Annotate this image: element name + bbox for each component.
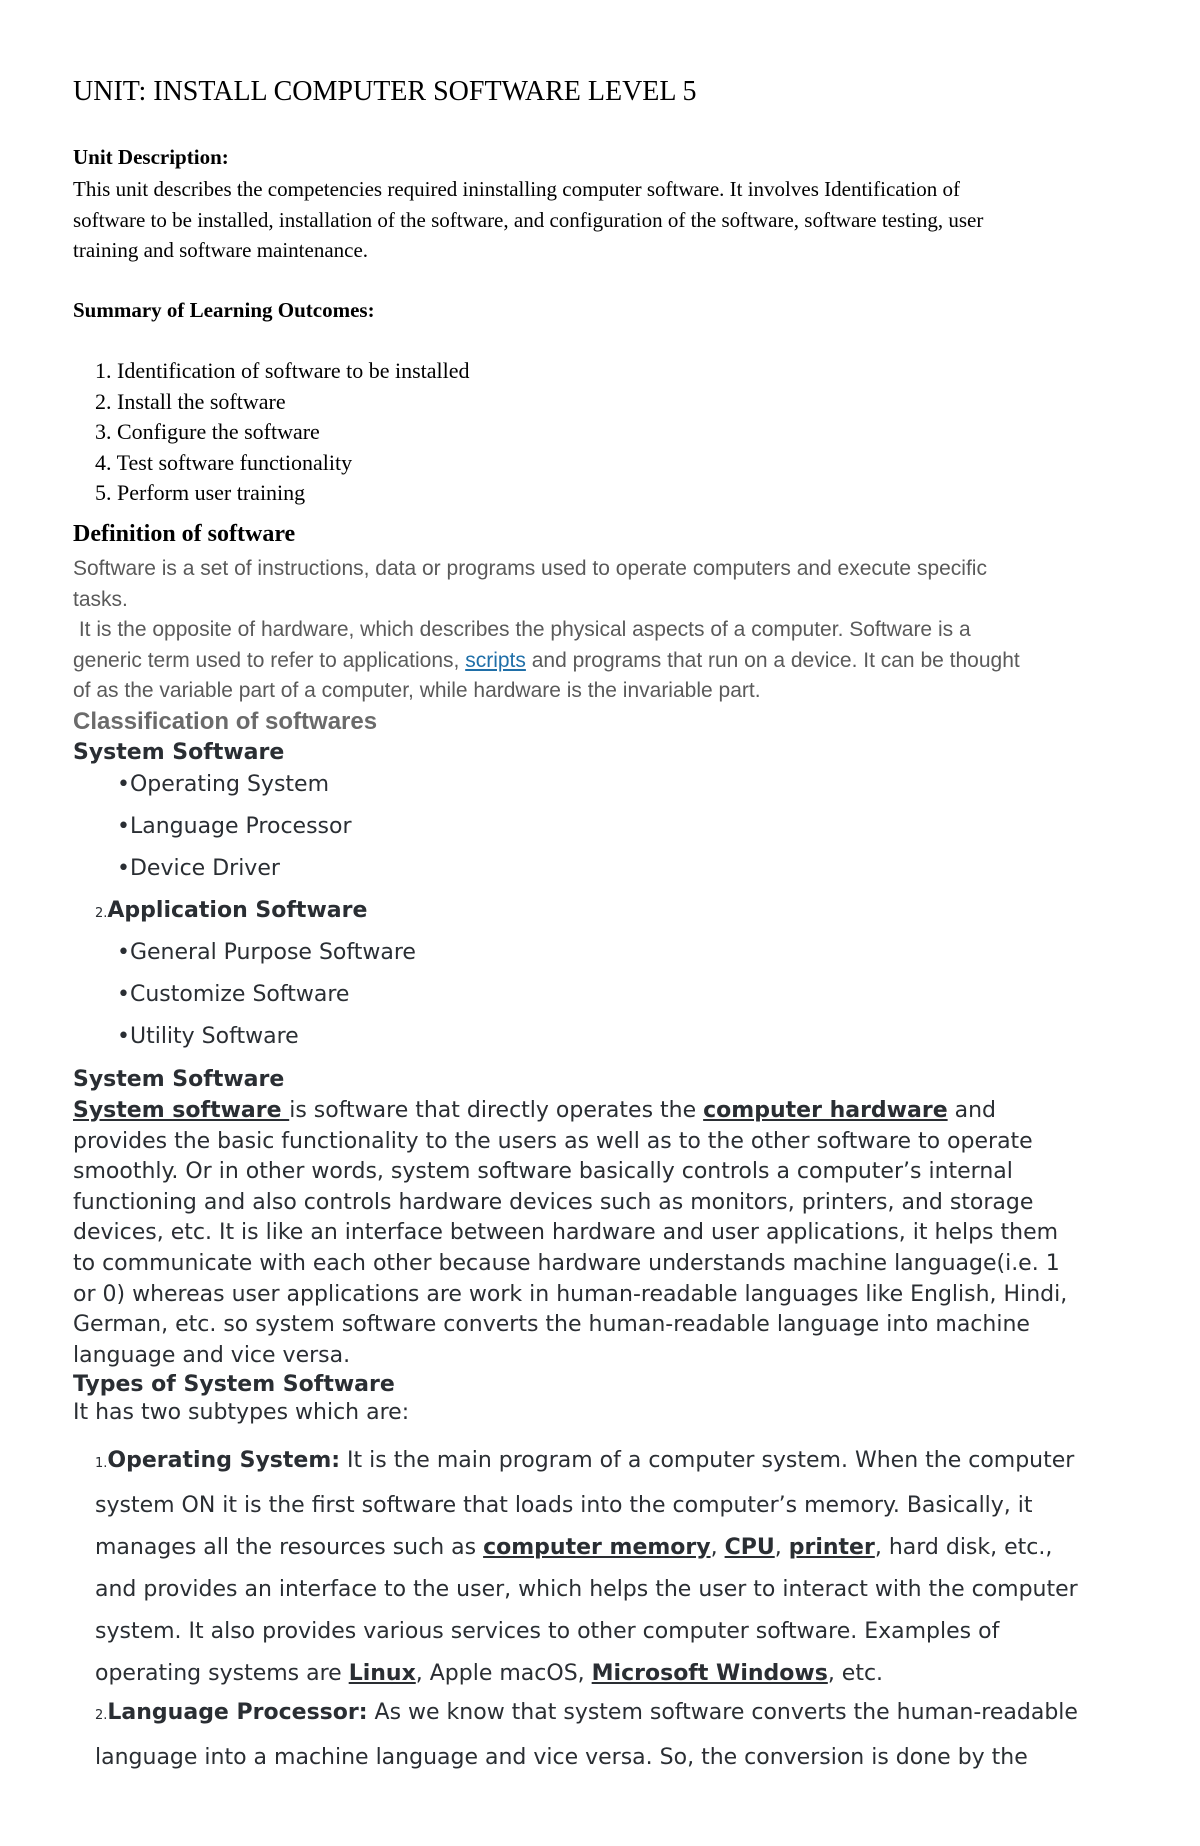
system-software-link[interactable]: System software bbox=[73, 1098, 290, 1123]
application-software-item bbox=[95, 898, 367, 923]
scripts-link[interactable]: scripts bbox=[465, 648, 526, 672]
definition-line: Software is a set of instructions, data or programs used to operate computers and execute specific bbox=[73, 557, 987, 580]
cpu-link[interactable]: CPU bbox=[724, 1535, 775, 1560]
paragraph-text: It is the main program of a computer system. When the computer bbox=[340, 1448, 1075, 1473]
computer-hardware-link[interactable]: computer hardware bbox=[703, 1098, 948, 1123]
bullet-item: •Device Driver bbox=[117, 856, 280, 881]
unit-description-line: training and software maintenance. bbox=[73, 238, 369, 262]
paragraph-line bbox=[95, 1527, 1135, 1569]
types-heading: Types of System Software bbox=[73, 1372, 395, 1397]
paragraph-text: operating systems are bbox=[95, 1661, 349, 1686]
definition-text: generic term used to refer to applications, bbox=[73, 648, 466, 672]
paragraph-line: and provides an interface to the user, which helps the user to interact with the computer bbox=[95, 1577, 1078, 1602]
definition-line bbox=[73, 646, 1121, 677]
list-item: 4. Test software functionality bbox=[95, 449, 353, 475]
definition-body bbox=[73, 554, 1121, 707]
bullet-item: •Language Processor bbox=[117, 814, 352, 839]
operating-system-label: Operating System: bbox=[107, 1448, 341, 1473]
paragraph-line: language into a machine language and vice versa. So, the conversion is done by the bbox=[95, 1745, 1028, 1770]
paragraph-line: system ON it is the first software that loads into the computer’s memory. Basically, it bbox=[95, 1493, 1033, 1518]
application-software-subheading: Application Software bbox=[107, 898, 368, 923]
bullet-item: •Customize Software bbox=[117, 982, 350, 1007]
definition-line: tasks. bbox=[73, 587, 128, 611]
paragraph-text: , etc. bbox=[827, 1661, 884, 1686]
list-number: 2. bbox=[95, 1708, 108, 1723]
paragraph-text: is software that directly operates the bbox=[289, 1098, 704, 1123]
paragraph-line bbox=[95, 1653, 1135, 1695]
types-intro: It has two subtypes which are: bbox=[73, 1400, 410, 1425]
paragraph-line: system. It also provides various services to other computer software. Examples of bbox=[95, 1619, 1000, 1644]
system-software-heading: System Software bbox=[73, 1067, 285, 1092]
linux-link[interactable]: Linux bbox=[348, 1661, 416, 1686]
paragraph-line: German, etc. so system software converts the human-readable language into machine bbox=[73, 1312, 1030, 1338]
language-processor-item bbox=[95, 1692, 1135, 1779]
list-number: 1. bbox=[95, 1456, 108, 1471]
paragraph-text: , bbox=[710, 1535, 725, 1560]
list-item: 3. Configure the software bbox=[95, 419, 320, 444]
printer-link[interactable]: printer bbox=[788, 1535, 875, 1560]
unit-description-heading: Unit Description: bbox=[73, 145, 229, 169]
paragraph-line: or 0) whereas user applications are work in human-readable languages like English, Hindi, bbox=[73, 1281, 1068, 1307]
definition-line: It is the opposite of hardware, which describes the physical aspects of a computer. Software is a bbox=[73, 618, 971, 641]
learning-outcomes-list bbox=[95, 356, 470, 509]
paragraph-text: manages all the resources such as bbox=[95, 1535, 484, 1560]
paragraph-line: to communicate with each other because hardware understands machine language(i.e. 1 bbox=[73, 1250, 1060, 1276]
system-software-subheading: System Software bbox=[73, 740, 285, 765]
paragraph-line: smoothly. Or in other words, system software basically controls a computer’s internal bbox=[73, 1159, 1013, 1185]
summary-heading: Summary of Learning Outcomes: bbox=[73, 298, 375, 322]
paragraph-line bbox=[73, 1096, 1133, 1127]
list-item: 2. Install the software bbox=[95, 388, 286, 414]
paragraph-line: devices, etc. It is like an interface between hardware and user applications, it helps them bbox=[73, 1220, 1059, 1246]
bullet-item: •General Purpose Software bbox=[117, 940, 416, 965]
language-processor-label: Language Processor: bbox=[107, 1700, 368, 1725]
paragraph-line: provides the basic functionality to the users as well as to the other software to operate bbox=[73, 1128, 1033, 1154]
list-number: 2. bbox=[95, 906, 108, 921]
unit-description-body bbox=[73, 174, 1125, 266]
definition-text: and programs that run on a device. It can be thought bbox=[525, 648, 1020, 672]
microsoft-windows-link[interactable]: Microsoft Windows bbox=[591, 1661, 828, 1686]
bullet-item: •Utility Software bbox=[117, 1024, 299, 1049]
paragraph-text: , bbox=[774, 1535, 789, 1560]
paragraph-line: functioning and also controls hardware devices such as monitors, printers, and storage bbox=[73, 1189, 1034, 1215]
paragraph-text: , hard disk, etc., bbox=[874, 1535, 1053, 1560]
definition-line: of as the variable part of a computer, while hardware is the invariable part. bbox=[73, 679, 761, 702]
system-software-body bbox=[73, 1096, 1133, 1371]
operating-system-item bbox=[95, 1440, 1135, 1695]
document-title: UNIT: INSTALL COMPUTER SOFTWARE LEVEL 5 bbox=[73, 76, 697, 107]
paragraph-text: and bbox=[947, 1098, 997, 1123]
paragraph-text: , Apple macOS, bbox=[415, 1661, 592, 1686]
unit-description-line: software to be installed, installation of the software, and configuration of the software, software testing, user bbox=[73, 207, 984, 232]
paragraph-line bbox=[95, 1440, 1135, 1485]
definition-heading: Definition of software bbox=[73, 521, 296, 547]
unit-description-line: This unit describes the competencies required ininstalling computer software. It involves Identification of bbox=[73, 177, 960, 201]
paragraph-text: As we know that system software converts the human-readable bbox=[367, 1700, 1078, 1725]
list-item: 5. Perform user training bbox=[95, 480, 306, 505]
computer-memory-link[interactable]: computer memory bbox=[483, 1535, 711, 1560]
bullet-item: •Operating System bbox=[117, 772, 329, 797]
classification-heading: Classification of softwares bbox=[73, 708, 378, 735]
paragraph-line: language and vice versa. bbox=[73, 1342, 351, 1368]
list-item: 1. Identification of software to be installed bbox=[95, 358, 470, 383]
paragraph-line bbox=[95, 1692, 1135, 1737]
